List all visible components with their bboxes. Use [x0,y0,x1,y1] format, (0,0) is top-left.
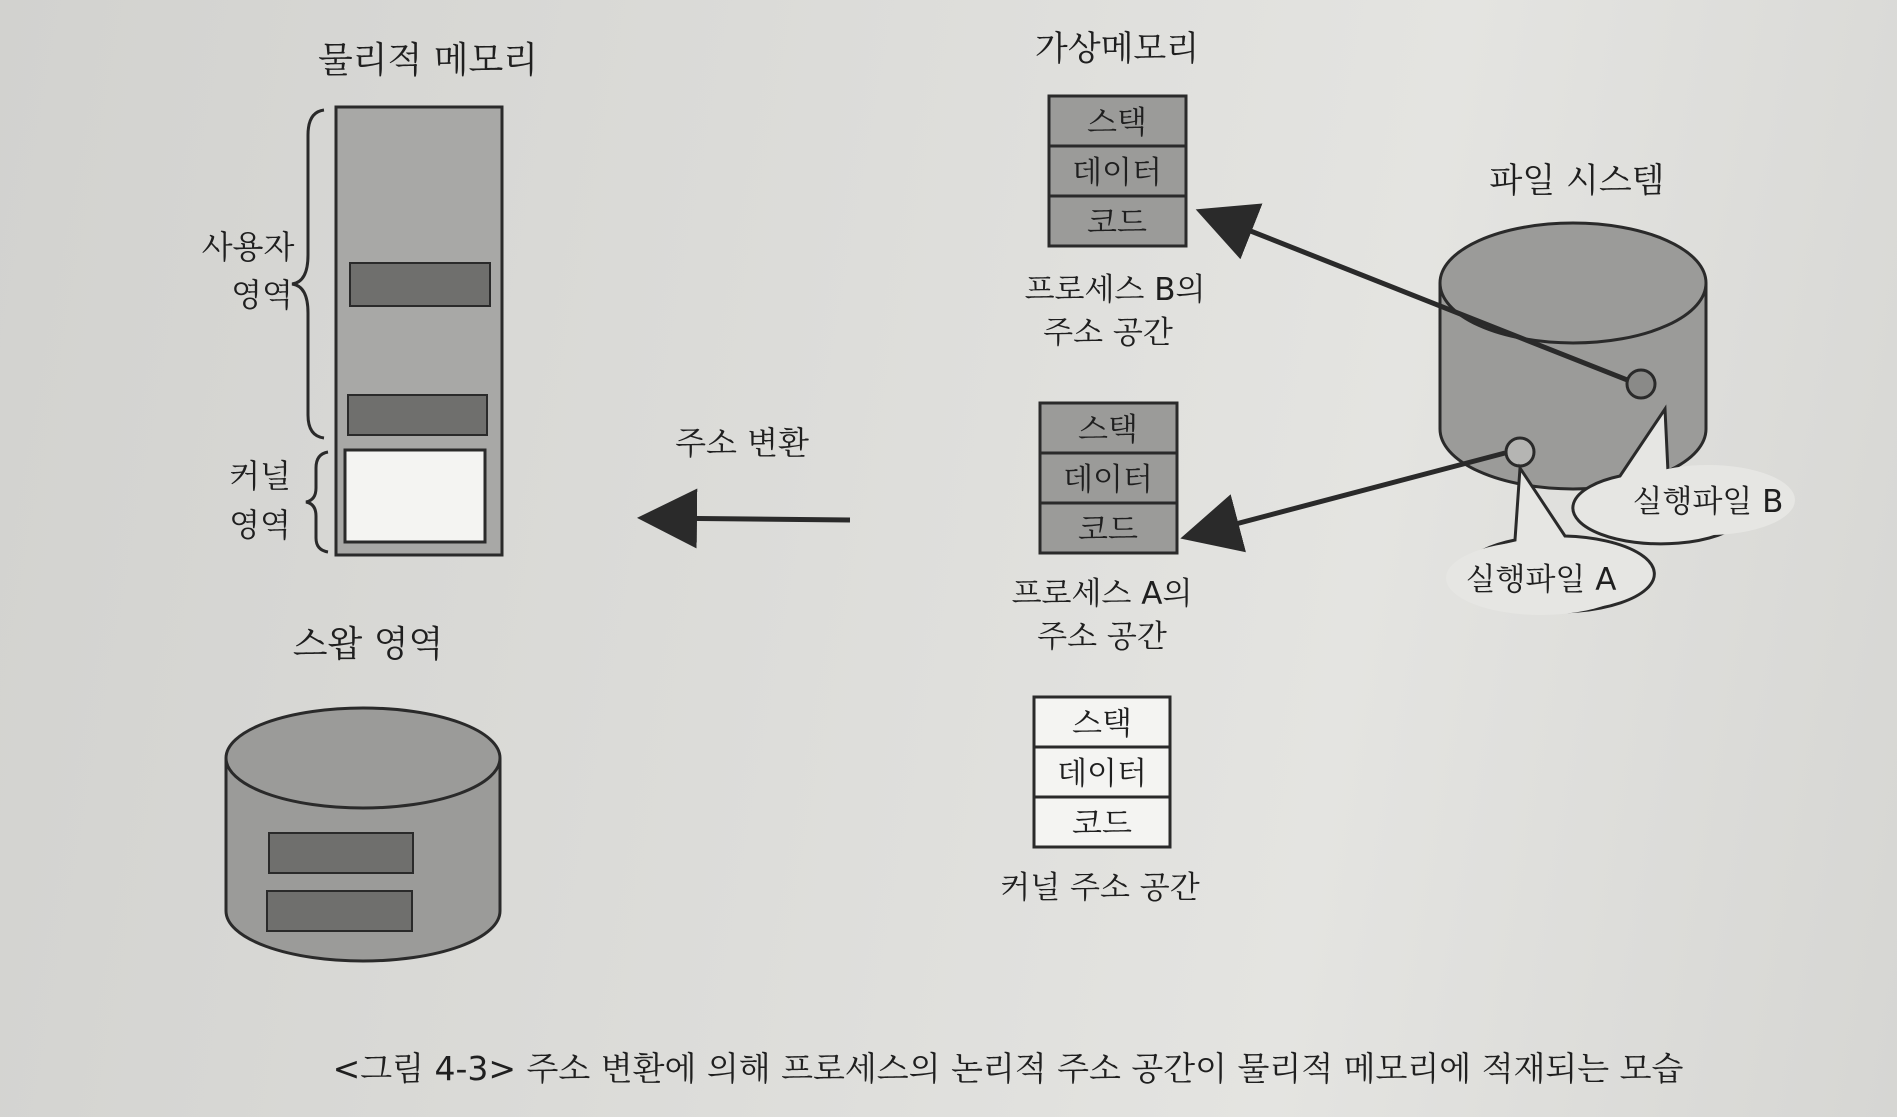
memory-block-1 [350,263,490,306]
process-a-stack-label: 스택 [1078,412,1138,448]
process-a-data-label: 데이터 [1063,462,1153,498]
kernel-data-label: 데이터 [1057,756,1147,792]
file-system-title: 파일 시스템 [1489,161,1665,201]
process-b-code-label: 코드 [1087,205,1147,241]
address-translation [647,424,850,520]
physical-memory [202,40,538,555]
process-b-address-space [1025,96,1206,351]
process-a-code-label: 코드 [1078,512,1138,548]
file-system-disk-top [1440,223,1706,343]
memory-block-2 [348,395,487,435]
kernel-address-space [1000,697,1199,906]
process-b-data-label: 데이터 [1072,155,1162,191]
process-b-caption-line1: 프로세스 B의 [1024,272,1206,308]
swap-area-title: 스왑 영역 [292,624,444,665]
process-a-address-space [1012,403,1193,655]
process-a-caption-line2: 주소 공간 [1037,619,1167,655]
swap-block-2 [267,891,412,931]
kernel-area-brace [306,452,328,552]
figure-caption: <그림 4-3> 주소 변환에 의해 프로세스의 논리적 주소 공간이 물리적 메모리에 적재되는 모습 [332,1049,1684,1088]
user-area-label-line1: 사용자 [201,228,295,266]
swap-block-1 [269,833,413,873]
kernel-code-label: 코드 [1072,806,1132,842]
process-a-caption-line1: 프로세스 A의 [1011,576,1193,612]
kernel-stack-label: 스택 [1072,706,1132,742]
address-translation-arrow [647,518,850,520]
executable-b-dot [1627,370,1655,398]
file-system [1190,161,1795,615]
load-arrow-a [1190,453,1505,536]
process-b-stack-label: 스택 [1087,105,1147,141]
address-translation-label: 주소 변환 [675,424,809,462]
virtual-memory [1000,29,1205,906]
swap-area [226,624,500,961]
kernel-area-label-line2: 영역 [229,506,291,544]
user-area-label-line2: 영역 [231,276,293,314]
process-b-caption-line2: 주소 공간 [1043,315,1173,351]
executable-b-label: 실행파일 B [1632,484,1784,520]
executable-a-dot [1506,438,1534,466]
swap-disk-top [226,708,500,808]
executable-a-label: 실행파일 A [1465,562,1617,598]
kernel-caption: 커널 주소 공간 [1000,870,1200,906]
kernel-area-label-line1: 커널 [229,457,291,495]
physical-memory-title: 물리적 메모리 [317,40,539,81]
kernel-region [345,450,485,542]
user-area-brace [292,110,324,438]
virtual-memory-title: 가상메모리 [1034,29,1200,69]
